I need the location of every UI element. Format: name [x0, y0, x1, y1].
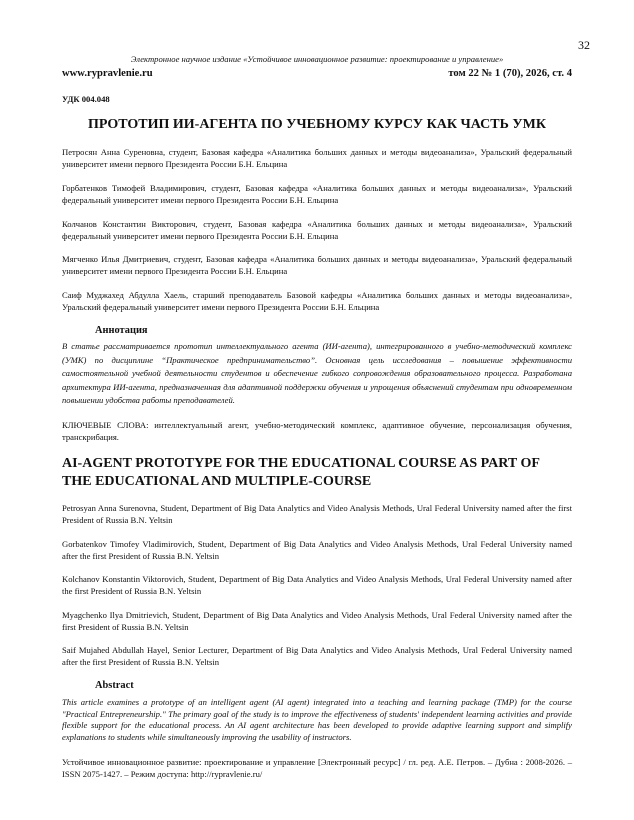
keywords-ru: КЛЮЧЕВЫЕ СЛОВА: интеллектуальный агент, учебно-методический комплекс, адаптивное обучение, персонализация обучения, транскрибация.	[62, 420, 572, 442]
udk-code: УДК 004.048	[62, 94, 110, 104]
author-en-4: Myagchenko Ilya Dmitrievich, Student, Department of Big Data Analytics and Video Analysis Methods, Ural Federal University named after the first President of Russia B.N. Yeltsin	[62, 610, 572, 632]
abstract-heading: Abstract	[95, 680, 134, 691]
title-ru: ПРОТОТИП ИИ-АГЕНТА ПО УЧЕБНОМУ КУРСУ КАК ЧАСТЬ УМК	[87, 117, 547, 132]
title-en: AI-AGENT PROTOTYPE FOR THE EDUCATIONAL COURSE AS PART OF THE EDUCATIONAL AND MULTIPLE-COURSE	[62, 456, 540, 489]
author-en-1: Petrosyan Anna Surenovna, Student, Department of Big Data Analytics and Video Analysis Methods, Ural Federal University named after the first President of Russia B.N. Yeltsin	[62, 503, 572, 525]
page-number: 32	[578, 38, 590, 52]
journal-line: Электронное научное издание «Устойчивое инновационное развитие: проектирование и управление»	[130, 54, 504, 64]
author-en-5: Saif Mujahed Abdullah Hayel, Senior Lecturer, Department of Big Data Analytics and Video Analysis Methods, Ural Federal University named after the first President of Russia B.N. Yeltsin	[62, 645, 572, 667]
author-ru-3: Колчанов Константин Викторович, студент, Базовая кафедра «Аналитика больших данных и методы видеоанализа», Уральский федеральный университет имени первого Президента России Б.Н. Ельцина	[62, 219, 572, 241]
citation: Устойчивое инновационное развитие: проектирование и управление [Электронный ресурс] / гл. ред. А.Е. Петров. – Дубна : 2008-2026. – ISSN 2075-1427. – Режим доступа: http://rypravlenie.ru/	[62, 757, 572, 779]
author-ru-4: Мягченко Илья Дмитриевич, студент, Базовая кафедра «Аналитика больших данных и методы видеоанализа», Уральский федеральный университет имени первого Президента России Б.Н. Ельцина	[62, 254, 572, 276]
author-en-2: Gorbatenkov Timofey Vladimirovich, Student, Department of Big Data Analytics and Video Analysis Methods, Ural Federal University named after the first President of Russia B.N. Yeltsin	[62, 539, 572, 561]
abstract-text: This article examines a prototype of an intelligent agent (AI agent) integrated into a teaching and learning package (TMP) for the course "Practical Entrepreneurship." The primary goal of the study is to improve the effectiveness of students' independent learning activities and provide flexible support for the educational process. An AI agent architecture has been developed to provide adaptive learning support and simplify explanations to students while simultaneously improving the usability of instructors.	[62, 697, 572, 742]
author-en-3: Kolchanov Konstantin Viktorovich, Student, Department of Big Data Analytics and Video Analysis Methods, Ural Federal University named after the first President of Russia B.N. Yeltsin	[62, 574, 572, 596]
annotation-text: В статье рассматривается прототип интеллектуального агента (ИИ-агента), интегрированного в учебно-методический комплекс (УМК) по дисциплине “Практическое предпринимательство”. Основная цель исследования – повышение эффективности самостоятельной учебной деятельности студентов и обеспечение гибкого сопровождения образовательного процесса. Разработана архитектура ИИ-агента, предназначенная для адаптивной поддержки обучения и упрощения объяснений студентам при одновременном повышении удобства работы преподавателей.	[62, 341, 572, 406]
volume-info: том 22 № 1 (70), 2026, ст. 4	[448, 68, 572, 79]
website-link[interactable]: www.rypravlenie.ru	[62, 68, 153, 79]
author-ru-1: Петросян Анна Суреновна, студент, Базовая кафедра «Аналитика больших данных и методы видеоанализа», Уральский федеральный университет имени первого Президента России Б.Н. Ельцина	[62, 147, 572, 169]
author-ru-5: Саиф Муджахед Абдулла Хаель, старший преподаватель Базовой кафедры «Аналитика больших данных и методы видеоанализа», Уральский федеральный университет имени первого Президента России Б.Н. Ельцина	[62, 290, 572, 312]
annotation-heading: Аннотация	[95, 325, 148, 336]
author-ru-2: Горбатенков Тимофей Владимирович, студент, Базовая кафедра «Аналитика больших данных и методы видеоанализа», Уральский федеральный университет имени первого Президента России Б.Н. Ельцина	[62, 183, 572, 205]
